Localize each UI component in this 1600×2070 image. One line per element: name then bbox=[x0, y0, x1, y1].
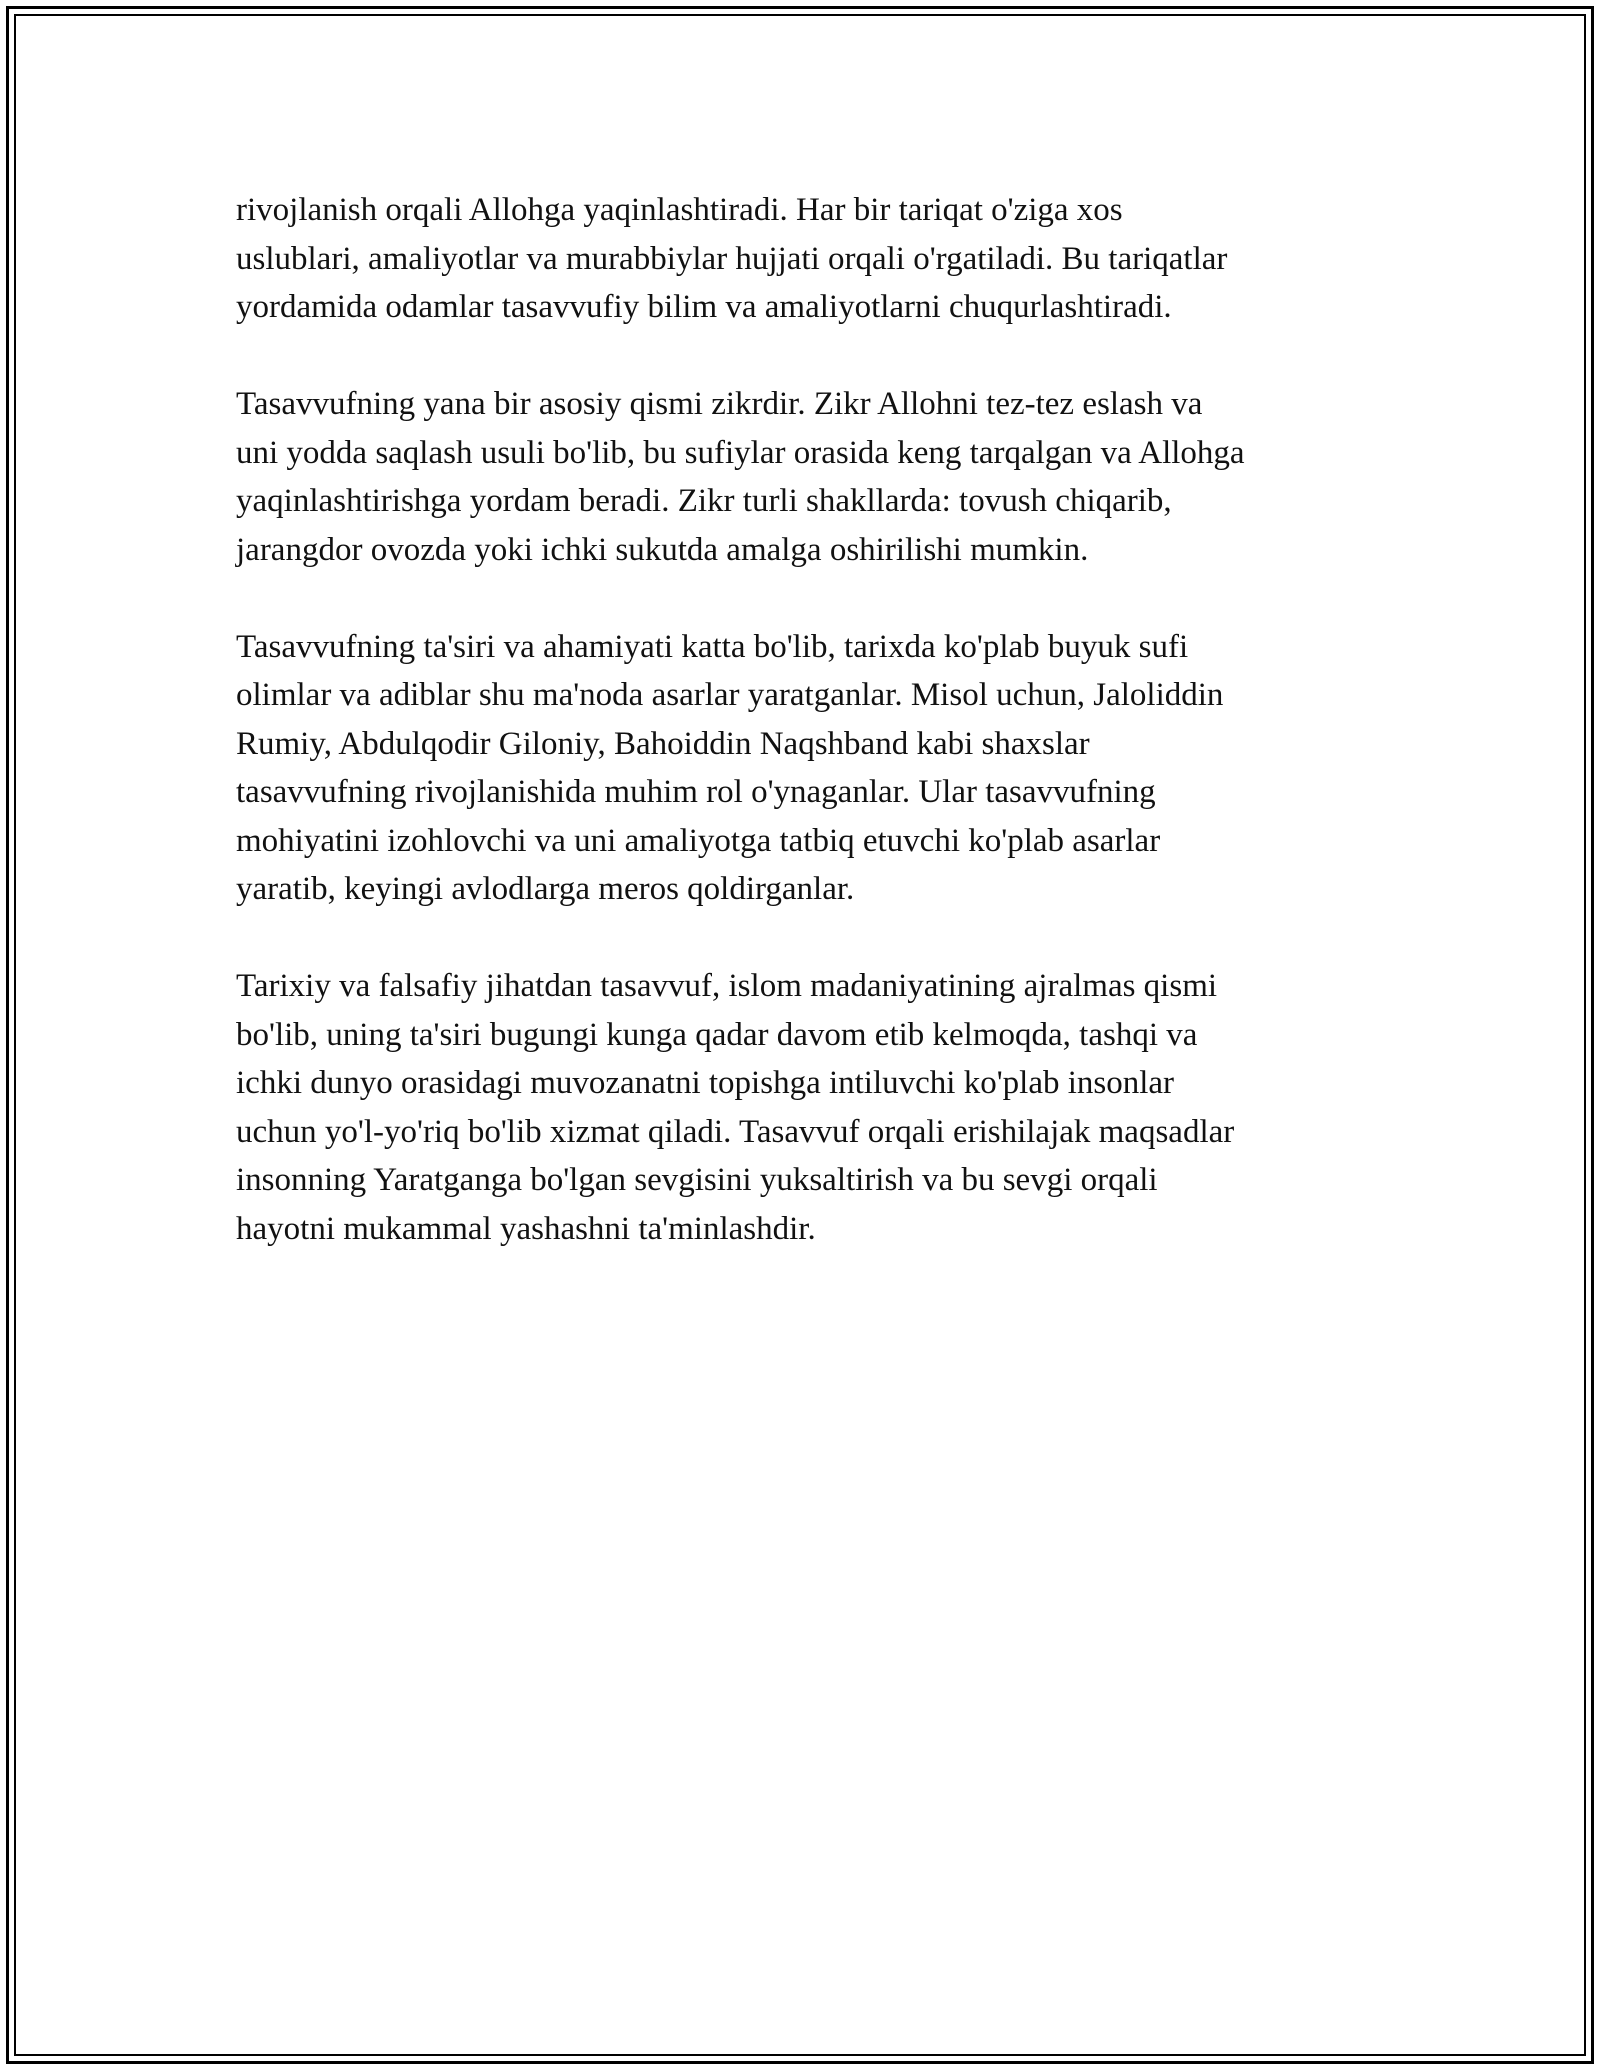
paragraph-line: tasavvufning rivojlanishida muhim rol o'ynaganlar. Ular tasavvufning bbox=[236, 774, 1156, 810]
paragraph-line: hayotni mukammal yashashni ta'minlashdir. bbox=[236, 1210, 816, 1247]
paragraph-line: ichki dunyo orasidagi muvozanatni topishga intiluvchi ko'plab insonlar bbox=[236, 1065, 1175, 1101]
paragraph-line: Tarixiy va falsafiy jihatdan tasavvuf, islom madaniyatining ajralmas qismi bbox=[236, 968, 1218, 1004]
paragraph-line: yaratib, keyingi avlodlarga meros qoldirganlar. bbox=[236, 871, 855, 907]
paragraph-line: olimlar va adiblar shu ma'noda asarlar yaratganlar. Misol uchun, Jaloliddin bbox=[236, 677, 1224, 713]
paragraph-4 bbox=[236, 962, 1386, 1253]
paragraph-line: rivojlanish orqali Allohga yaqinlashtiradi. Har bir tariqat o'ziga xos bbox=[236, 192, 1123, 228]
paragraph-line: bo'lib, uning ta'siri bugungi kunga qadar davom etib kelmoqda, tashqi va bbox=[236, 1016, 1198, 1053]
paragraph-line: Tasavvufning ta'siri va ahamiyati katta bo'lib, tarixda ko'plab buyuk sufi bbox=[236, 628, 1189, 665]
paragraph-2 bbox=[236, 380, 1386, 574]
paragraph-line: insonning Yaratganga bo'lgan sevgisini yuksaltirish va bu sevgi orqali bbox=[236, 1162, 1158, 1198]
document-body bbox=[236, 186, 1386, 1302]
paragraph-line: yordamida odamlar tasavvufiy bilim va amaliyotlarni chuqurlashtiradi. bbox=[236, 289, 1172, 325]
paragraph-line: yaqinlashtirishga yordam beradi. Zikr turli shakllarda: tovush chiqarib, bbox=[236, 483, 1172, 519]
paragraph-line: Rumiy, Abdulqodir Giloniy, Bahoiddin Naqshband kabi shaxslar bbox=[236, 725, 1090, 762]
paragraph-line: uni yodda saqlash usuli bo'lib, bu sufiylar orasida keng tarqalgan va Allohga bbox=[236, 434, 1245, 471]
paragraph-line: Tasavvufning yana bir asosiy qismi zikrdir. Zikr Allohni tez-tez eslash va bbox=[236, 386, 1203, 422]
paragraph-1 bbox=[236, 186, 1386, 332]
paragraph-line: uslublari, amaliyotlar va murabbiylar hujjati orqali o'rgatiladi. Bu tariqatlar bbox=[236, 240, 1228, 277]
paragraph-line: uchun yo'l-yo'riq bo'lib xizmat qiladi. Tasavvuf orqali erishilajak maqsadlar bbox=[236, 1113, 1235, 1150]
paragraph-line: jarangdor ovozda yoki ichki sukutda amalga oshirilishi mumkin. bbox=[236, 531, 1089, 568]
paragraph-3 bbox=[236, 623, 1386, 914]
paragraph-line: mohiyatini izohlovchi va uni amaliyotga tatbiq etuvchi ko'plab asarlar bbox=[236, 822, 1161, 859]
